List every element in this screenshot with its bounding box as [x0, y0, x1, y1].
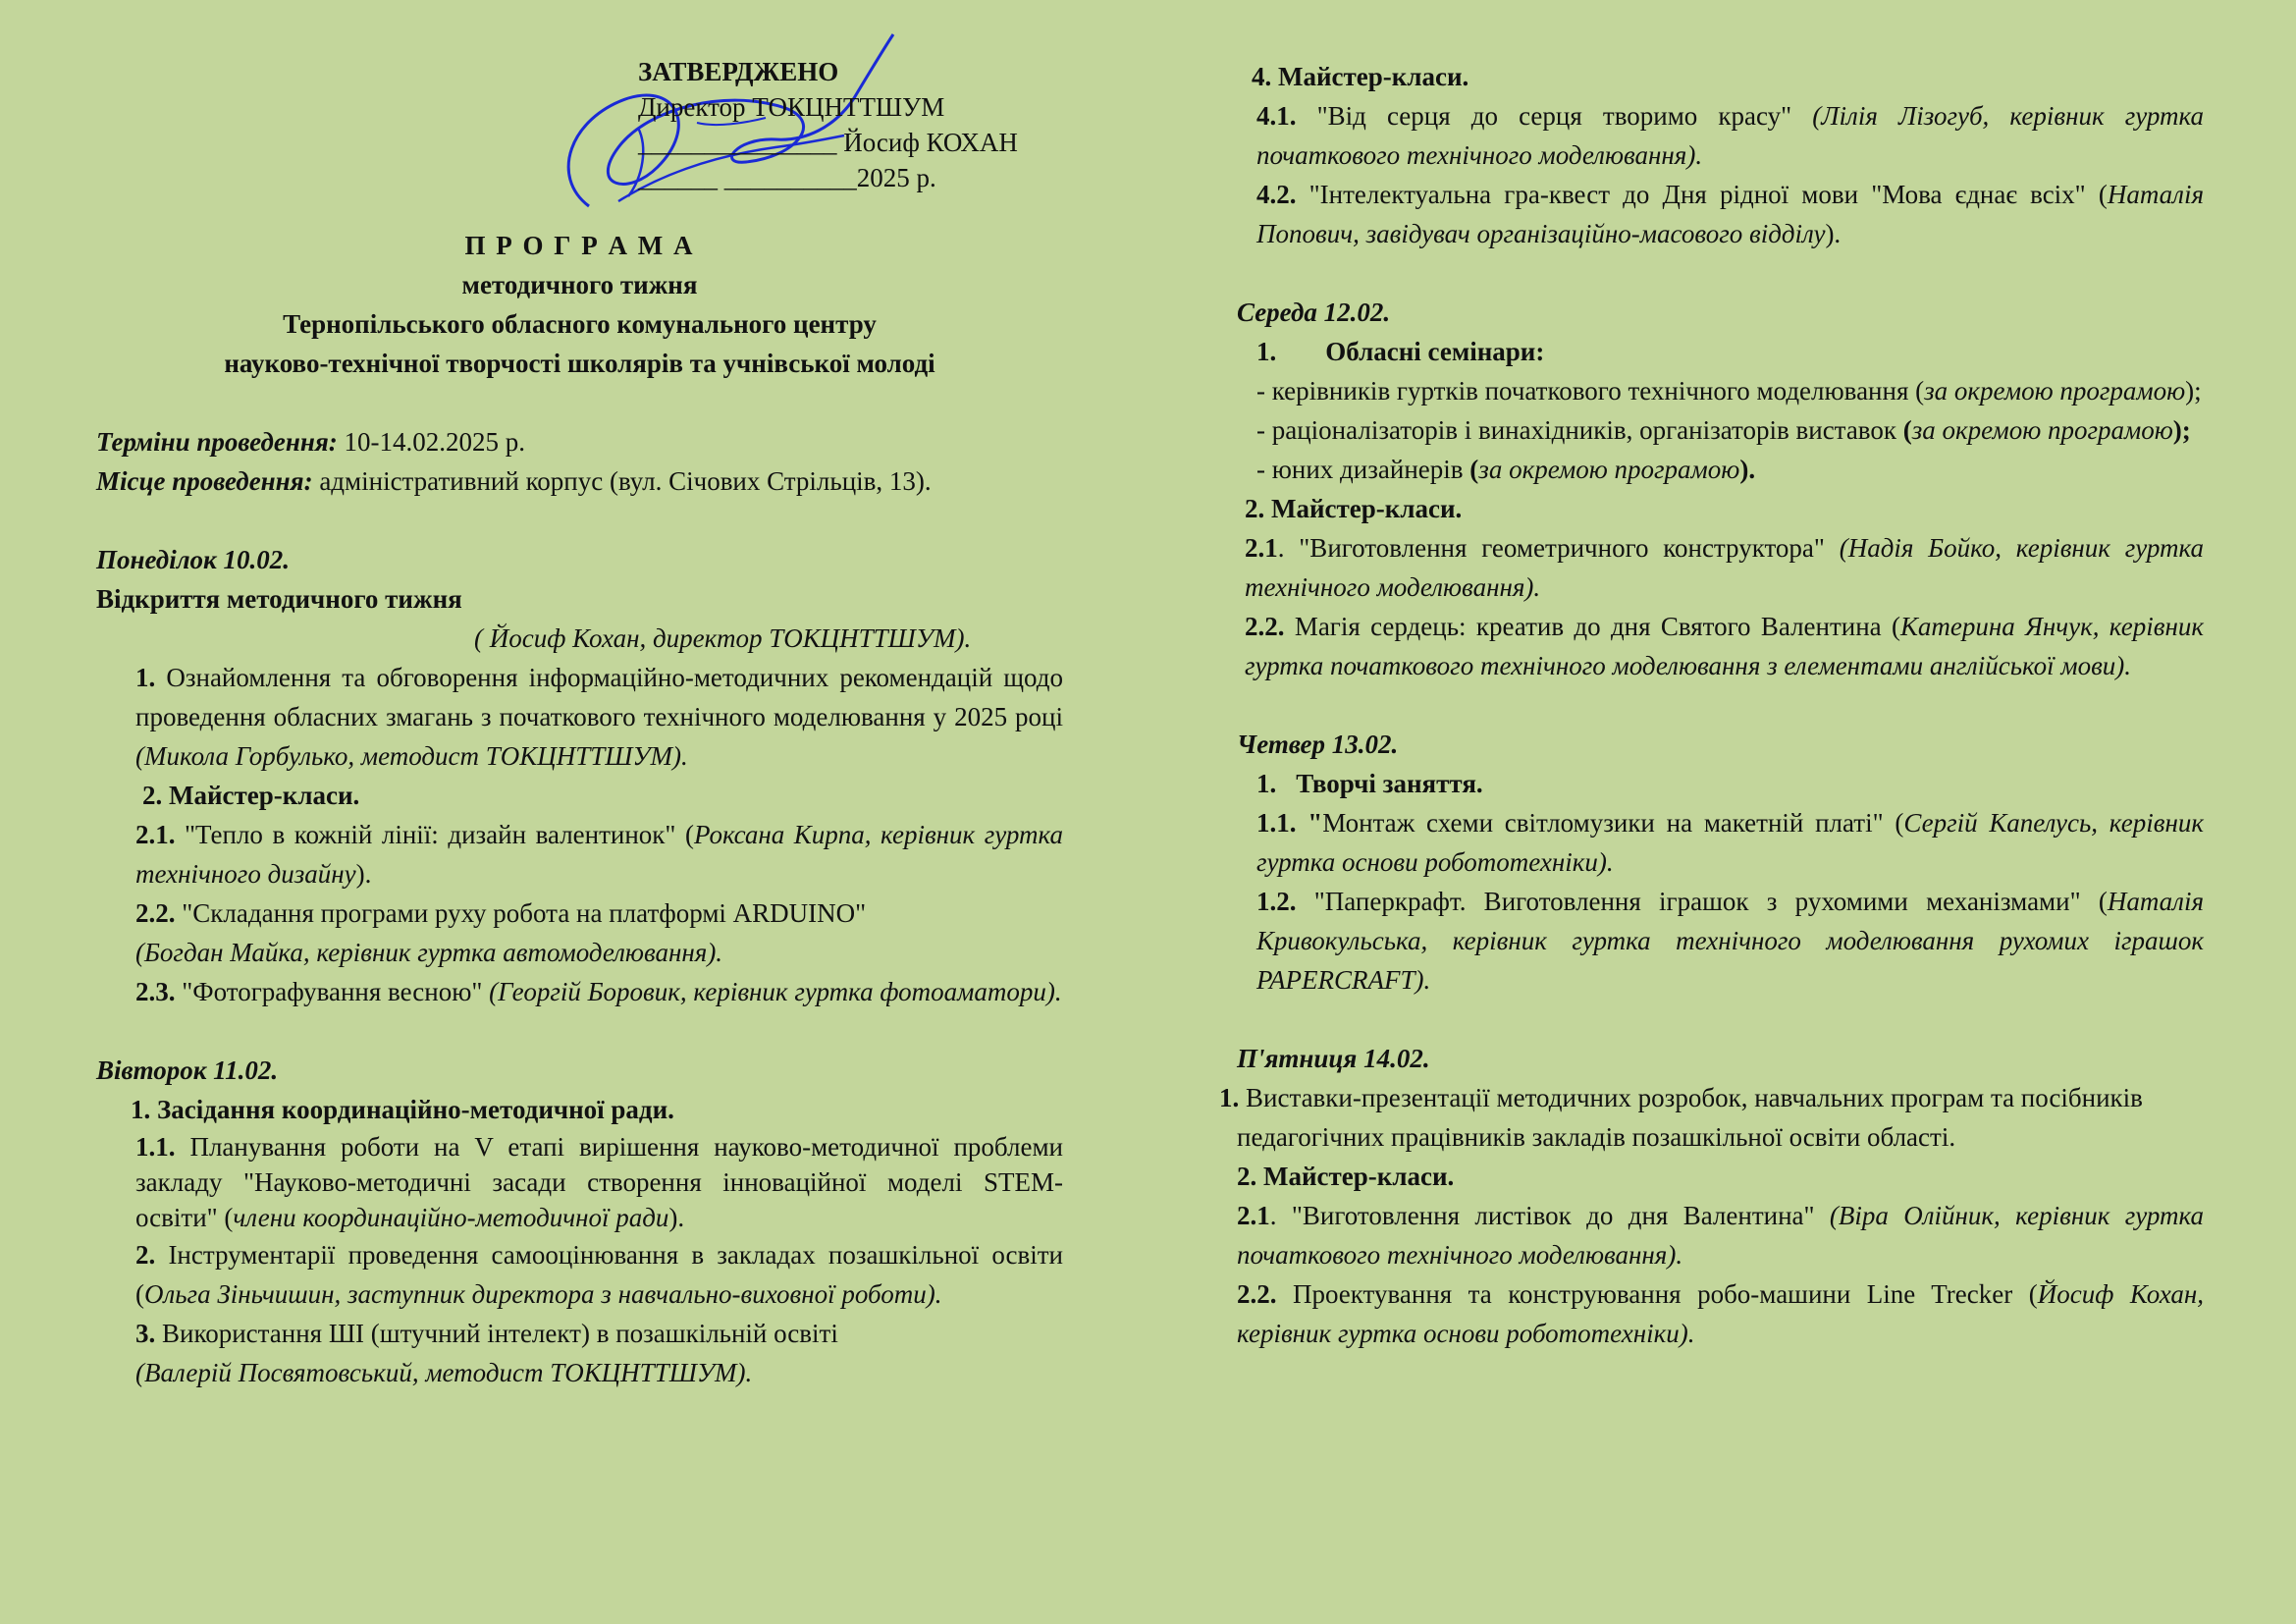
approval-name-line: [638, 125, 1018, 160]
tuesday-sub-1: [96, 1129, 1063, 1235]
thursday-item-1: [1237, 764, 2204, 803]
wednesday-item-2: 2. Майстер-класи.: [1245, 494, 1463, 523]
monday-mc-3: [96, 972, 1063, 1011]
item-number: 4.2.: [1256, 180, 1297, 209]
friday-mc-2: [1237, 1274, 2204, 1353]
wednesday-mc-1: [1237, 528, 2204, 607]
item-responsible: Наталія Кривокульська, керівник гуртка технічного моделювання рухомих іграшок PAPERCRAFT).: [1256, 887, 2204, 995]
item-text: - керівників гуртків початкового технічного моделювання (: [1256, 376, 1925, 406]
item-end: );: [2172, 415, 2191, 445]
approval-date: ______ __________2025 р.: [638, 163, 936, 192]
item-text: Виставки-презентації методичних розробок, навчальних програм та посібників педагогічних працівників закладів позашкільної освіти області.: [1237, 1083, 2143, 1152]
right-column: [1219, 57, 2204, 1353]
item-end: );: [2185, 376, 2202, 406]
program-subtitle-2: Тернопільського обласного комунального центру: [283, 309, 877, 339]
friday-item-1: [1219, 1078, 2204, 1157]
monday-responsible: ( Йосиф Кохан, директор ТОКЦНТТШУМ).: [474, 623, 972, 653]
approval-block: [638, 54, 1018, 195]
tuesday-sub-2: [96, 1235, 1063, 1314]
item-text: Магія сердець: креатив до дня Святого Валентина (: [1284, 612, 1900, 641]
item-responsible: (Надія Бойко, керівник гуртка технічного моделювання).: [1245, 533, 2204, 602]
program-subtitle-1: методичного тижня: [461, 270, 698, 299]
item-text: "Складання програми руху робота на платформі ARDUINO": [175, 898, 867, 928]
item-text: Монтаж схеми світломузики на макетній платі" (: [1322, 808, 1904, 838]
approval-name: Йосиф КОХАН: [843, 128, 1018, 157]
friday-day: П'ятниця 14.02.: [1237, 1044, 1430, 1073]
friday-item-2: 2. Майстер-класи.: [1237, 1162, 1455, 1191]
program-subtitle-3: науково-технічної творчості школярів та учнівської молоді: [224, 349, 935, 378]
approval-title: ЗАТВЕРДЖЕНО: [638, 57, 839, 86]
item-number: 1.1. ": [1256, 808, 1323, 838]
item-number: 2.1: [1245, 533, 1278, 563]
item-text: . "Виготовлення геометричного конструктора": [1277, 533, 1840, 563]
item-text: - раціоналізаторів і винахідників, організаторів виставок: [1256, 415, 1903, 445]
item-end: ).: [668, 1203, 685, 1232]
item-number: 2.2.: [135, 898, 176, 928]
item-text: "Від серця до серця творимо красу": [1296, 101, 1813, 131]
item-number: 3.: [135, 1319, 156, 1348]
item-number: 1.: [1219, 1083, 1240, 1112]
item-responsible: (Лілія Лізогуб, керівник гуртка початкового технічного моделювання).: [1256, 101, 2204, 170]
item-text: . "Виготовлення листівок до дня Валентина": [1269, 1201, 1830, 1230]
item-text: Проектування та конструювання робо-машини Line Trecker (: [1276, 1279, 2038, 1309]
dates-label: Терміни проведення:: [96, 427, 338, 457]
approval-sign-line: _______________: [638, 128, 837, 157]
item-text: "Інтелектуальна гра-квест до Дня рідної мови "Мова єднає всіх" (: [1296, 180, 2108, 209]
item-number: 1.1.: [135, 1132, 176, 1162]
item-end: ).: [1825, 219, 1842, 248]
place-value: адміністративний корпус (вул. Січових Стрільців, 13).: [312, 466, 932, 496]
tuesday-item-1: 1. Засідання координаційно-методичної ради.: [131, 1095, 674, 1124]
monday-day: Понеділок 10.02.: [96, 545, 290, 574]
item-number: 2.2.: [1245, 612, 1285, 641]
item-number: 2.: [135, 1240, 156, 1270]
item-text: Використання ШІ (штучний інтелект) в позашкільній освіті: [155, 1319, 838, 1348]
friday-mc-1: [1237, 1196, 2204, 1274]
item-responsible: Катерина Янчук, керівник гуртка початкового технічного моделювання з елементами англійської мови).: [1245, 612, 2204, 680]
place-line: [96, 461, 1063, 501]
item-text: "Фотографування весною": [175, 977, 490, 1006]
thursday-day: Четвер 13.02.: [1237, 730, 1399, 759]
item-responsible: Йосиф Кохан, керівник гуртка основи робототехніки).: [1237, 1279, 2204, 1348]
tuesday-day: Вівторок 11.02.: [96, 1056, 279, 1085]
thursday-sub-2: [1237, 882, 2204, 1000]
item-text: "Тепло в кожній лінії: дизайн валентинок" (: [175, 820, 694, 849]
wednesday-mc-2: [1237, 607, 2204, 685]
item-paren: (: [1902, 415, 1912, 445]
monday-item-2: 2. Майстер-класи.: [142, 781, 360, 810]
monday-title: Відкриття методичного тижня: [96, 584, 462, 614]
item-responsible: Ольга Зіньчишин, заступник директора з навчально-виховної роботи).: [144, 1279, 942, 1309]
item-responsible: члени координаційно-методичної ради: [233, 1203, 669, 1232]
wednesday-bullet-3: [1237, 450, 2204, 489]
wednesday-bullet-2: [1237, 410, 2204, 450]
approval-position: Директор ТОКЦНТТШУМ: [638, 92, 945, 122]
item-text: Планування роботи на V етапі вирішення науково-методичної проблеми закладу "Науково-методичні засади створення інноваційної моделі STEM- освіти" (: [135, 1132, 1063, 1232]
tuesday-mc-1: [1237, 96, 2204, 175]
item-text: Інструментарії проведення самооцінювання в закладах позашкільної освіти (: [135, 1240, 1063, 1309]
item-number: 2.2.: [1237, 1279, 1277, 1309]
item-number: 1.2.: [1256, 887, 1297, 916]
place-label: Місце проведення:: [96, 466, 313, 496]
tuesday-mc-2: [1237, 175, 2204, 253]
item-responsible: (Віра Олійник, керівник гуртка початкового технічного моделювання).: [1237, 1201, 2204, 1270]
item-number: 1.: [1256, 337, 1277, 366]
item-responsible: за окремою програмою: [1911, 415, 2173, 445]
item-responsible: Сергій Капелусь, керівник гуртка основи робототехніки).: [1256, 808, 2204, 877]
item-responsible: (Микола Горбулько, методист ТОКЦНТТШУМ).: [135, 741, 688, 771]
monday-item-1: [96, 658, 1063, 776]
item-end: ).: [355, 859, 372, 889]
monday-mc-2: [96, 893, 1063, 972]
left-column: [96, 226, 1063, 1392]
item-number: 2.1.: [135, 820, 176, 849]
item-text: - юних дизайнерів: [1256, 455, 1470, 484]
item-number: 2.1: [1237, 1201, 1270, 1230]
wednesday-item-1: [1237, 332, 2204, 371]
thursday-sub-1: [1237, 803, 2204, 882]
item-responsible: (Георгій Боровик, керівник гуртка фотоаматори).: [489, 977, 1062, 1006]
item-title: Обласні семінари:: [1325, 337, 1545, 366]
item-paren: (: [1469, 455, 1479, 484]
item-number: 1.: [135, 663, 156, 692]
wednesday-bullet-1: [1237, 371, 2204, 410]
item-number: 4.1.: [1256, 101, 1297, 131]
item-text: Ознайомлення та обговорення інформаційно-методичних рекомендацій щодо проведення обласних змагань з початкового технічного моделювання у 2025 році: [135, 663, 1063, 731]
wednesday-day: Середа 12.02.: [1237, 298, 1391, 327]
dates-line: [96, 422, 1063, 461]
item-title: Творчі заняття.: [1296, 769, 1483, 798]
program-title: П Р О Г Р А М А: [464, 231, 695, 260]
item-responsible: за окремою програмою: [1924, 376, 2186, 406]
item-responsible: Наталія Попович, завідувач організаційно-масового відділу: [1256, 180, 2204, 248]
item-end: ).: [1739, 455, 1756, 484]
tuesday-sub-3: [96, 1314, 1063, 1392]
item-text: "Паперкрафт. Виготовлення іграшок з рухомими механізмами" (: [1296, 887, 2108, 916]
item-number: 1.: [1256, 769, 1277, 798]
item-responsible: (Богдан Майка, керівник гуртка автомоделювання).: [135, 938, 723, 967]
item-responsible: за окремою програмою: [1478, 455, 1740, 484]
tuesday-item-4: 4. Майстер-класи.: [1252, 62, 1469, 91]
monday-mc-1: [96, 815, 1063, 893]
dates-value: 10-14.02.2025 р.: [337, 427, 525, 457]
item-responsible: Роксана Кирпа, керівник гуртка технічного дизайну: [135, 820, 1063, 889]
item-number: 2.3.: [135, 977, 176, 1006]
item-responsible: (Валерій Посвятовський, методист ТОКЦНТТШУМ).: [135, 1358, 753, 1387]
